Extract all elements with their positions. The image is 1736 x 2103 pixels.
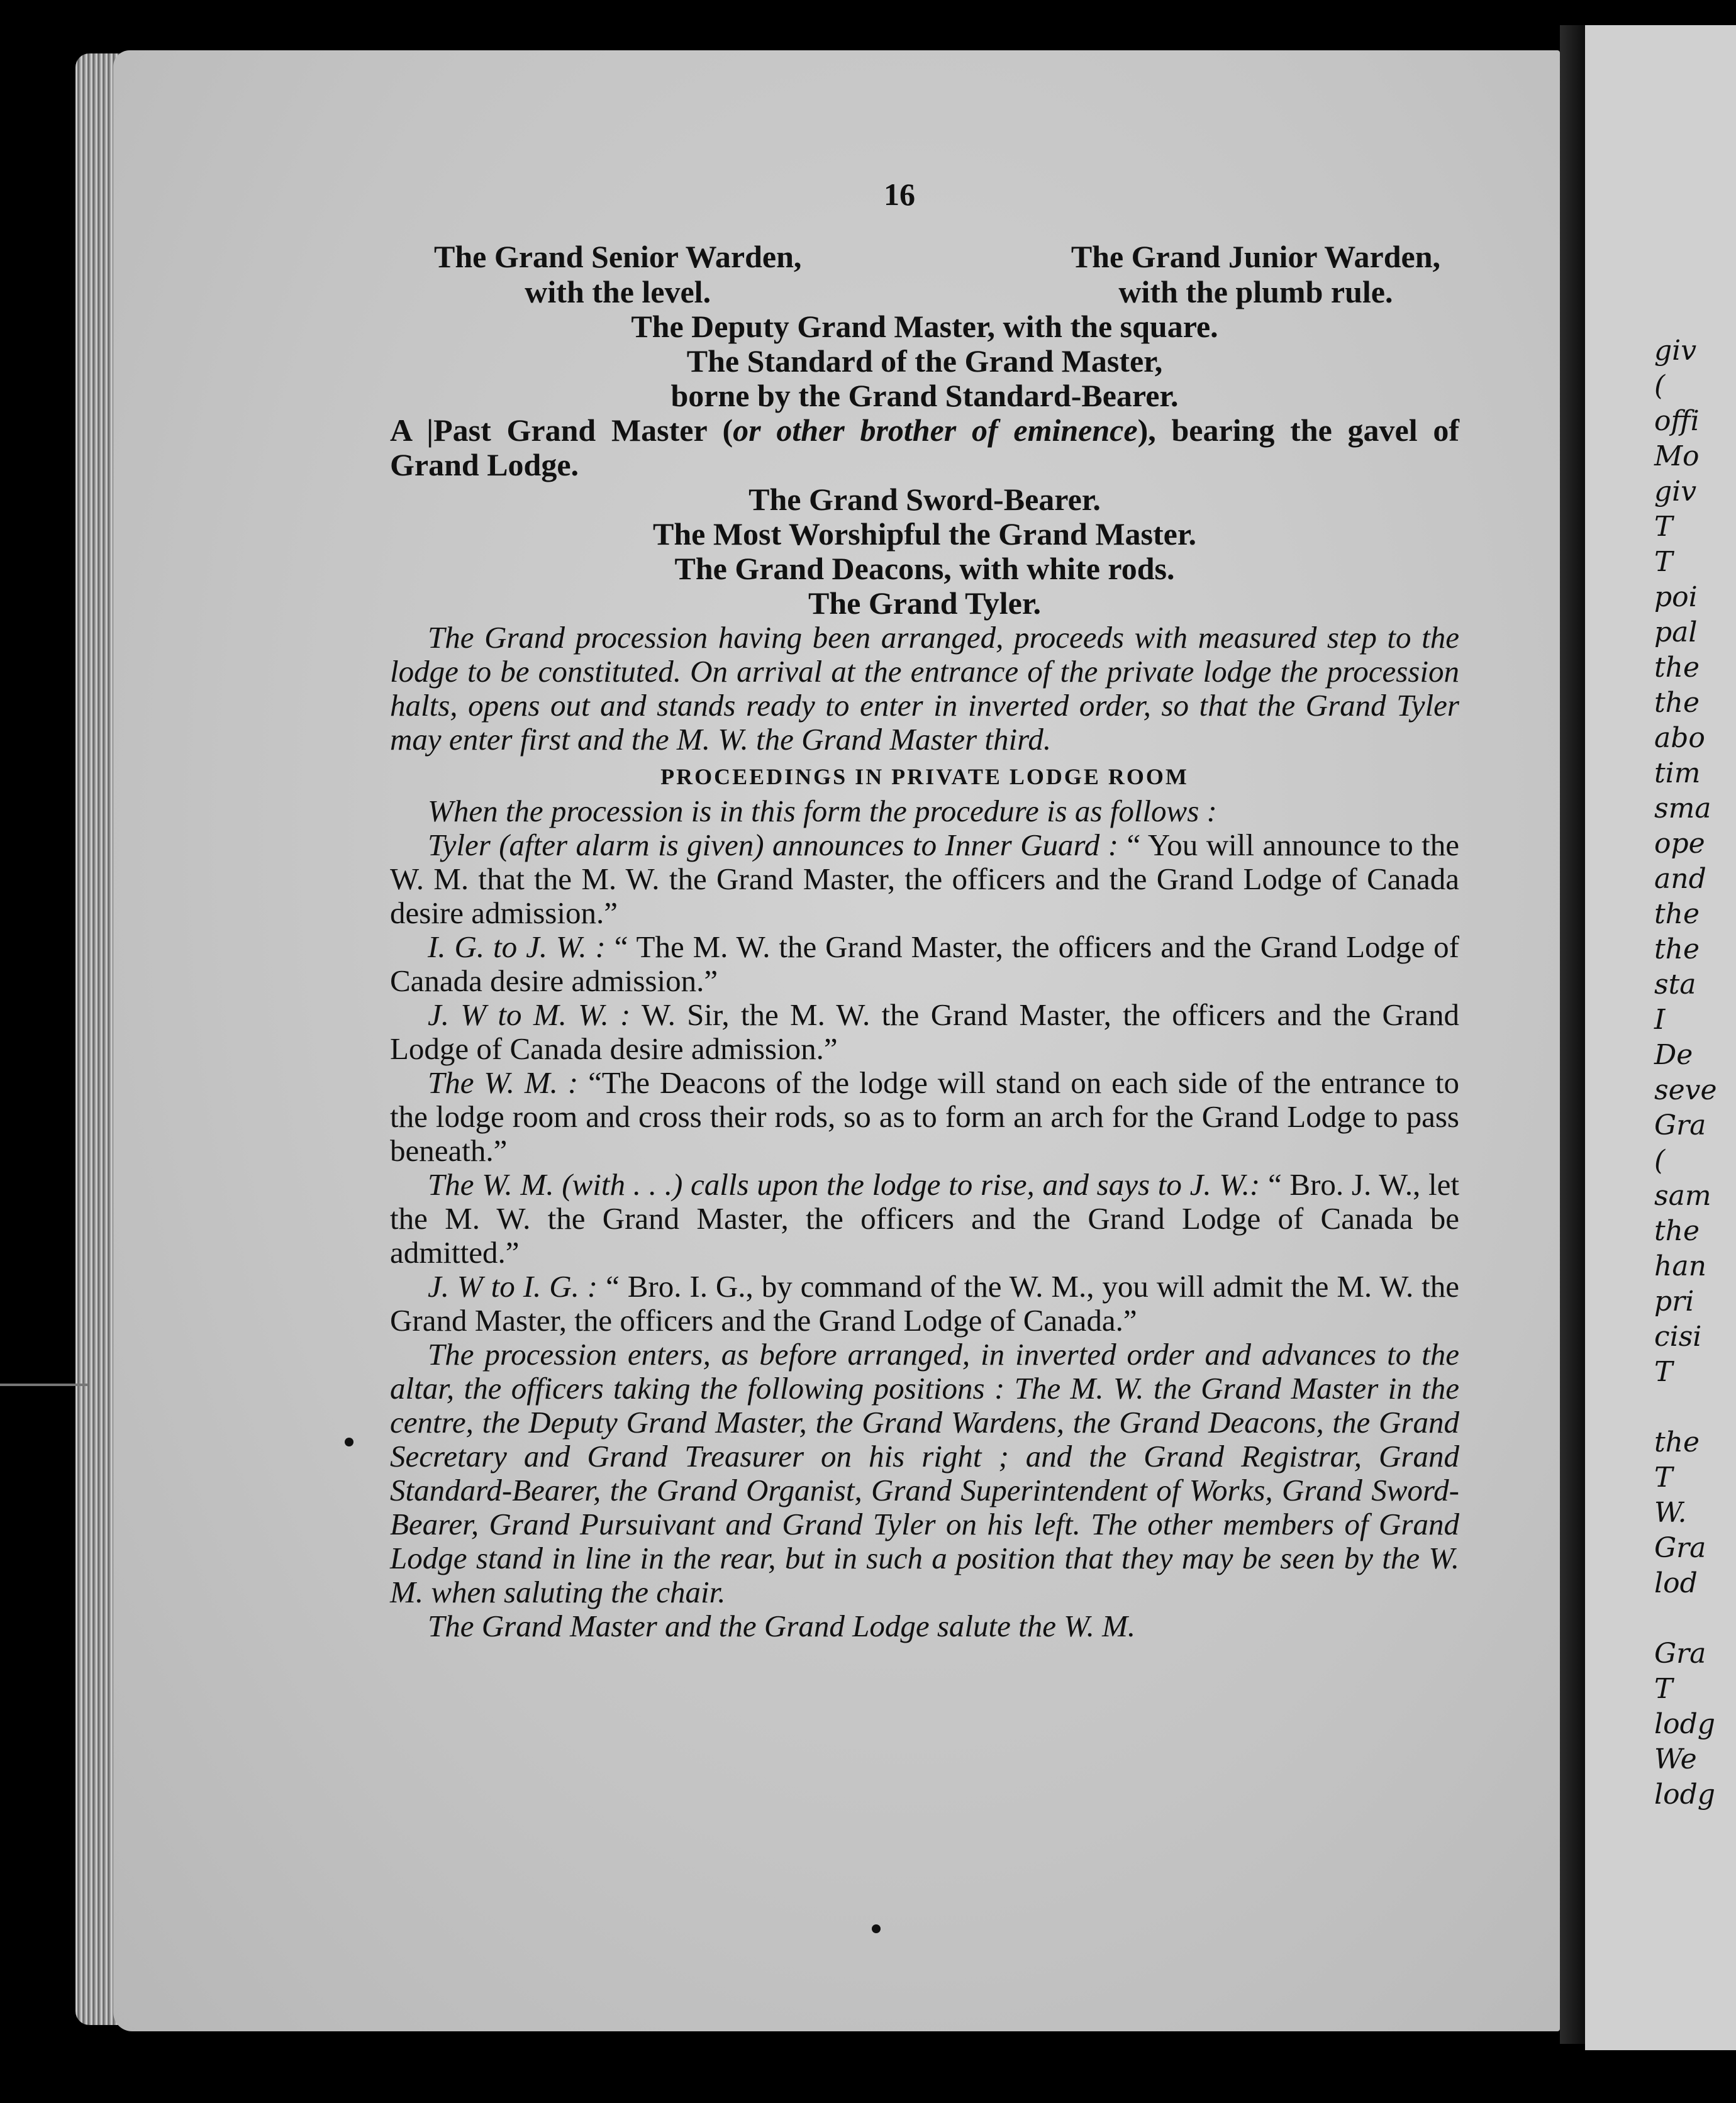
senior-warden-title: The Grand Senior Warden, — [434, 239, 802, 274]
facing-page-text: giv ( offi Mo giv T T poi pal the the abo tim sma ope and the the sta I De seve Gra ( sam the han pri cisi T the T W. Gra lod Gra T lodg We lodg — [1654, 335, 1717, 1811]
exchange — [390, 930, 1459, 998]
procession-note: The Grand procession having been arranged, proceeds with measured step to the lodge to be constituted. On arrival at the entrance of the private lodge the procession halts, opens out and stands ready to enter in inverted order, so that the Grand Tyler may enter first and the M. W. the Grand Master third. — [390, 620, 1459, 757]
past-master-suffix: ), bearing the gavel of Grand Lodge. — [390, 413, 1459, 482]
procession-line: The Standard of the Grand Master, — [686, 343, 1163, 379]
junior-warden — [1071, 239, 1440, 309]
exchange-speaker: The W. M. : — [428, 1065, 579, 1100]
senior-warden-with: with the level. — [525, 274, 711, 309]
exchange-speech: “The Deacons of the lodge will stand on each side of the entrance to the lodge room and cross their rods, so as to form an arch for the Grand Lodge to pass beneath.” — [390, 1065, 1459, 1168]
book-gutter — [1560, 25, 1588, 2044]
exchange-speech: “ You will announce to the W. M. that the M. W. the Grand Master, the officers and the Grand Lodge of Canada desire admission.” — [390, 828, 1459, 930]
exchange — [390, 1270, 1459, 1338]
procession-line: The Most Worshipful the Grand Master. — [653, 516, 1196, 552]
exchange-speaker: J. W to M. W. : — [428, 997, 631, 1032]
exchange — [390, 1066, 1459, 1168]
section-heading: PROCEEDINGS IN PRIVATE LODGE ROOM — [660, 764, 1189, 789]
past-master-prefix: A |Past Grand Master ( — [390, 413, 733, 448]
exchange — [390, 1168, 1459, 1270]
scan-artifact — [0, 1384, 88, 1386]
page-text — [390, 176, 1459, 1643]
procession-line: The Deputy Grand Master, with the square. — [631, 309, 1218, 344]
exchange-speech: “ Bro. I. G., by command of the W. M., you will admit the M. W. the Grand Master, the officers and the Grand Lodge of Canada.” — [390, 1269, 1459, 1338]
junior-warden-with: with the plumb rule. — [1118, 274, 1393, 309]
past-grand-master-line — [390, 413, 1459, 482]
exchange-speech: W. Sir, the M. W. the Grand Master, the officers and the Grand Lodge of Canada desire admission.” — [390, 997, 1460, 1066]
exchange-speech: “ The M. W. the Grand Master, the officers and the Grand Lodge of Canada desire admission.” — [390, 929, 1460, 998]
procession-line: The Grand Sword-Bearer. — [748, 482, 1101, 517]
procession-line: The Grand Deacons, with white rods. — [674, 551, 1175, 586]
exchange-speaker: Tyler (after alarm is given) announces to Inner Guard : — [428, 828, 1119, 862]
junior-warden-title: The Grand Junior Warden, — [1071, 239, 1440, 274]
page-number: 16 — [884, 177, 915, 212]
exchange — [390, 828, 1459, 930]
exchange — [390, 998, 1459, 1066]
procession-line: borne by the Grand Standard-Bearer. — [670, 378, 1179, 413]
exchange-speaker: The W. M. (with . . .) calls upon the lodge to rise, and says to J. W.: — [428, 1167, 1260, 1202]
exchange-speaker: J. W to I. G. : — [428, 1269, 598, 1304]
exchange-speaker: I. G. to J. W. : — [428, 929, 606, 964]
exchange-speech: “ Bro. J. W., let the M. W. the Grand Master, the officers and the Grand Lodge of Canada be admitted.” — [390, 1167, 1459, 1270]
entry-note: The procession enters, as before arranged, in inverted order and advances to the altar, the officers taking the following positions : The M. W. the Grand Master in the centre, the Deputy Grand Master, the Grand Wardens, the Grand Deacons, the Grand Secretary and Grand Treasurer on his right ; and the Grand Registrar, Grand Standard-Bearer, the Grand Organist, Grand Superintendent of Works, Grand Sword-Bearer, Grand Pursuivant and Grand Tyler on his left. The other members of Grand Lodge stand in line in the rear, but in such a position that they may be seen by the W. M. when saluting the chair. — [390, 1337, 1459, 1609]
senior-warden — [434, 239, 801, 309]
ink-speck — [345, 1438, 353, 1446]
wardens-row — [390, 239, 1459, 309]
ink-speck — [872, 1924, 881, 1933]
form-intro: When the procession is in this form the procedure is as follows : — [428, 794, 1217, 828]
past-master-italic: or other brother of eminence — [733, 413, 1138, 448]
salute-note: The Grand Master and the Grand Lodge salute the W. M. — [428, 1609, 1136, 1643]
procession-line: The Grand Tyler. — [808, 585, 1041, 621]
